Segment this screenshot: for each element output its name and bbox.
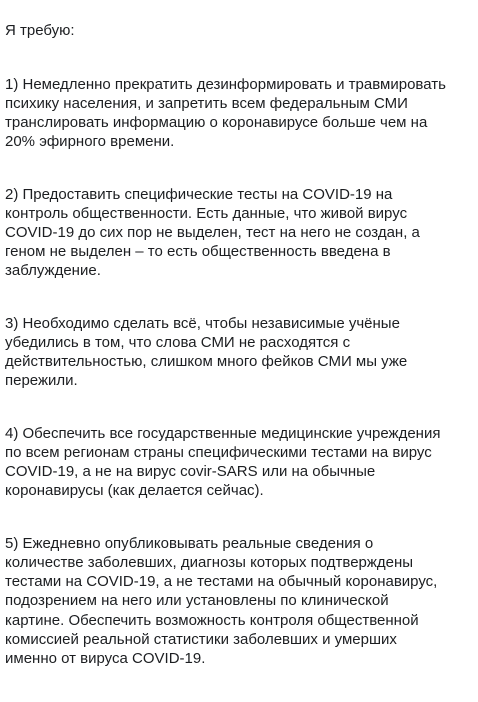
demand-item-2: 2) Предоставить специфические тесты на COVID-19 на контроль общественности. Есть данные, что живой вирус COVID-19 до сих пор не выделен, тест на него не создан, а геном не выделен – то есть общественность введена в заблуждение. <box>5 185 420 280</box>
post-text <box>5 2 477 702</box>
demand-item-4: 4) Обеспечить все государственные медицинские учреждения по всем регионам страны специфическими тестами на вирус COVID-19, а не на вирус covir-SARS или на обычные коронавирусы (как делается сейчас). <box>5 424 441 500</box>
post-intro: Я требую: <box>5 22 75 40</box>
demand-item-5: 5) Ежедневно опубликовывать реальные сведения о количестве заболевших, диагнозы которых подтверждены тестами на COVID-19, а не тестами на обычный коронавирус, подозрением на него или установлены по клинической картине. Обеспечить возможность контроля общественной комиссией реальной статистики заболевших и умерших именно от вируса COVID-19. <box>5 534 438 668</box>
demand-item-1: 1) Немедленно прекратить дезинформировать и травмировать психику населения, и запретить всем федеральным СМИ транслировать информацию о коронавирусе больше чем на 20% эфирного времени. <box>5 75 446 151</box>
demand-item-3: 3) Необходимо сделать всё, чтобы независимые учёные убедились в том, что слова СМИ не расходятся с действительностью, слишком много фейков СМИ мы уже пережили. <box>5 314 408 390</box>
